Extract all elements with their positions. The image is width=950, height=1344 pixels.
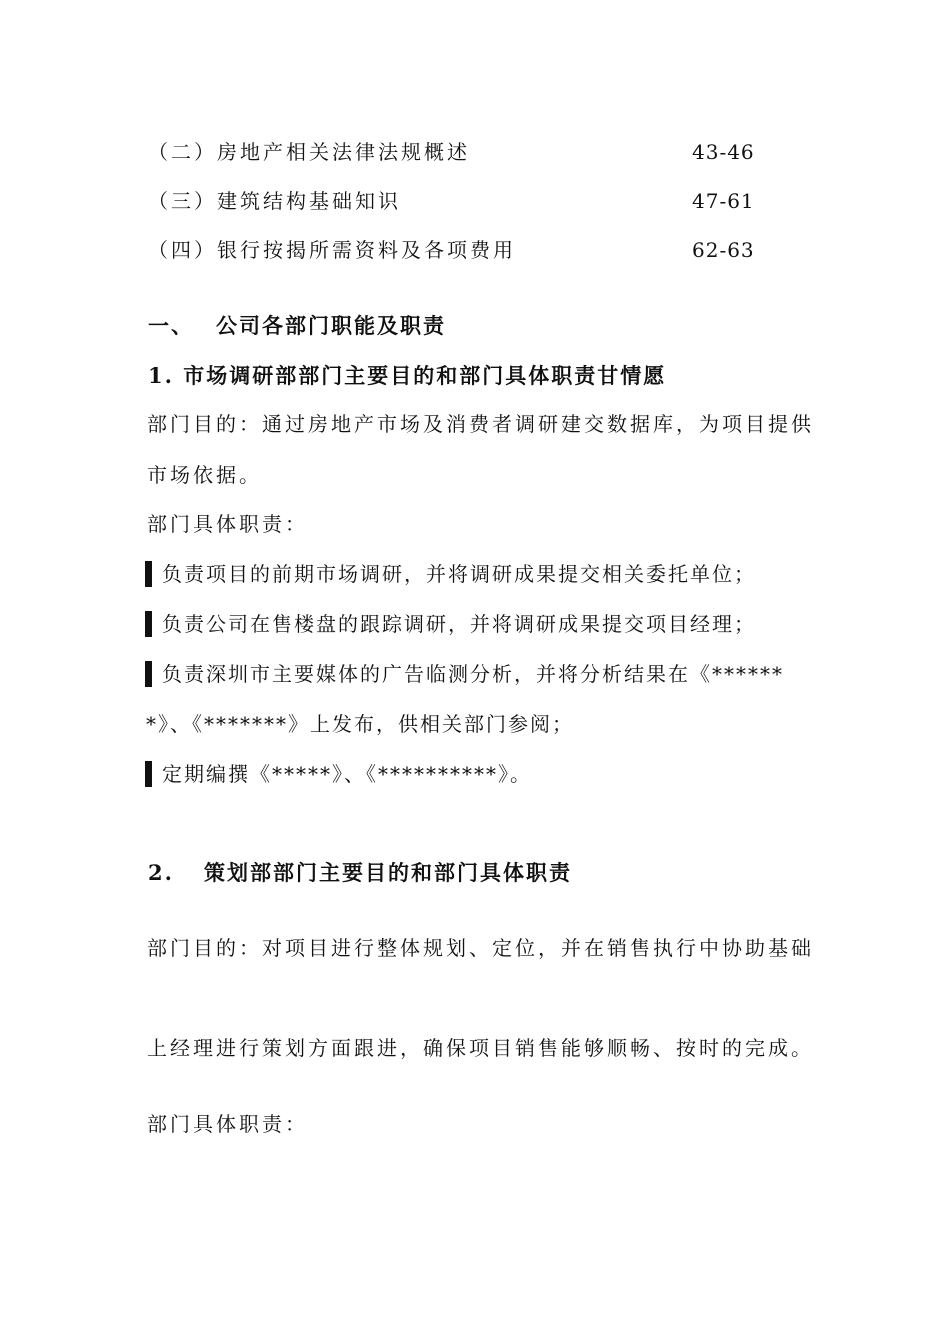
toc-label: （四）银行按揭所需资料及各项费用 [148,238,516,262]
duty-item [145,760,532,788]
dept2-title: 策划部部门主要目的和部门具体职责 [204,860,572,885]
bullet-marker [145,661,152,687]
toc-label: （二）房地产相关法律法规概述 [148,140,470,164]
dept1-purpose-line1: 部门目的：通过房地产市场及消费者调研建交数据库，为项目提供 [147,412,814,436]
duty-text: 定期编撰《*****》、《**********》。 [162,762,532,786]
dept2-purpose-line1: 部门目的：对项目进行整体规划、定位，并在销售执行中协助基础 [147,936,814,960]
dept2-purpose-line2: 上经理进行策划方面跟进，确保项目销售能够顺畅、按时的完成。 [147,1036,814,1060]
section-title: 公司各部门职能及职责 [216,313,446,338]
toc-pages: 47-61 [692,189,755,213]
bullet-marker [145,561,152,587]
duty-text: 负责公司在售楼盘的跟踪调研，并将调研成果提交项目经理； [162,612,756,636]
toc-label: （三）建筑结构基础知识 [148,189,401,213]
toc-pages: 43-46 [692,140,755,164]
dept1-purpose-line2: 市场依据。 [147,463,262,487]
dept1-duties-label: 部门具体职责： [147,512,308,536]
dept2-duties-label: 部门具体职责： [147,1112,308,1136]
bullet-marker [145,761,152,787]
dept2-heading [148,858,572,888]
bullet-marker [145,611,152,637]
section-heading [148,311,446,341]
section-number: 一、 [148,313,194,338]
duty-text: 负责深圳市主要媒体的广告临测分析，并将分析结果在《****** [162,662,784,686]
duty-item [145,660,784,688]
duty-item [145,560,756,588]
toc-pages: 62-63 [692,238,755,262]
duty-item [145,610,756,638]
dept1-heading: 1. 市场调研部部门主要目的和部门具体职责甘情愿 [148,363,667,388]
dept2-number: 2. [148,860,174,885]
duty-text: 负责项目的前期市场调研，并将调研成果提交相关委托单位； [162,562,756,586]
duty-continuation: *》、《*******》上发布，供相关部门参阅； [146,712,574,736]
